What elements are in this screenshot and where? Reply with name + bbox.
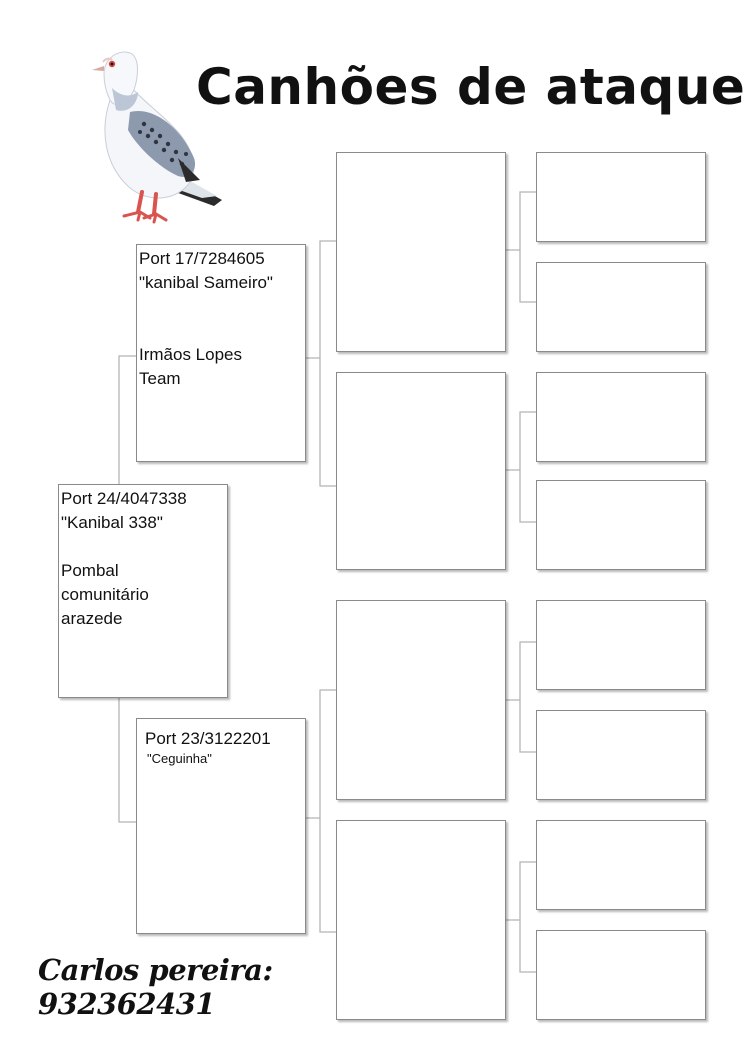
contact-name: Carlos pereira: — [38, 953, 273, 987]
subject-owner-line2: comunitário — [61, 585, 149, 604]
contact-phone: 932362431 — [38, 987, 216, 1021]
grandparent-card-1 — [336, 152, 506, 352]
sire-ring: Port 17/7284605 — [139, 249, 265, 268]
sire-owner-line2: Team — [139, 369, 181, 388]
great-grandparent-card-4 — [536, 480, 706, 570]
subject-ring: Port 24/4047338 — [61, 489, 187, 508]
sire-name: "kanibal Sameiro" — [139, 273, 273, 292]
great-grandparent-card-5 — [536, 600, 706, 690]
great-grandparent-card-6 — [536, 710, 706, 800]
grandparent-card-3 — [336, 600, 506, 800]
grandparent-card-4 — [336, 820, 506, 1020]
great-grandparent-card-8 — [536, 930, 706, 1020]
subject-name: "Kanibal 338" — [61, 513, 163, 532]
dam-name: "Ceguinha" — [147, 751, 212, 766]
great-grandparent-card-1 — [536, 152, 706, 242]
contact-signature — [38, 953, 273, 1021]
dam-ring: Port 23/3122201 — [145, 729, 271, 748]
subject-card — [58, 484, 228, 698]
subject-owner-line3: arazede — [61, 609, 123, 628]
sire-card — [136, 244, 306, 462]
great-grandparent-card-2 — [536, 262, 706, 352]
page-title: Canhões de ataque — [196, 58, 746, 116]
great-grandparent-card-3 — [536, 372, 706, 462]
great-grandparent-card-7 — [536, 820, 706, 910]
dam-card — [136, 718, 306, 934]
sire-owner-line1: Irmãos Lopes — [139, 345, 242, 364]
grandparent-card-2 — [336, 372, 506, 570]
subject-owner-line1: Pombal — [61, 561, 119, 580]
